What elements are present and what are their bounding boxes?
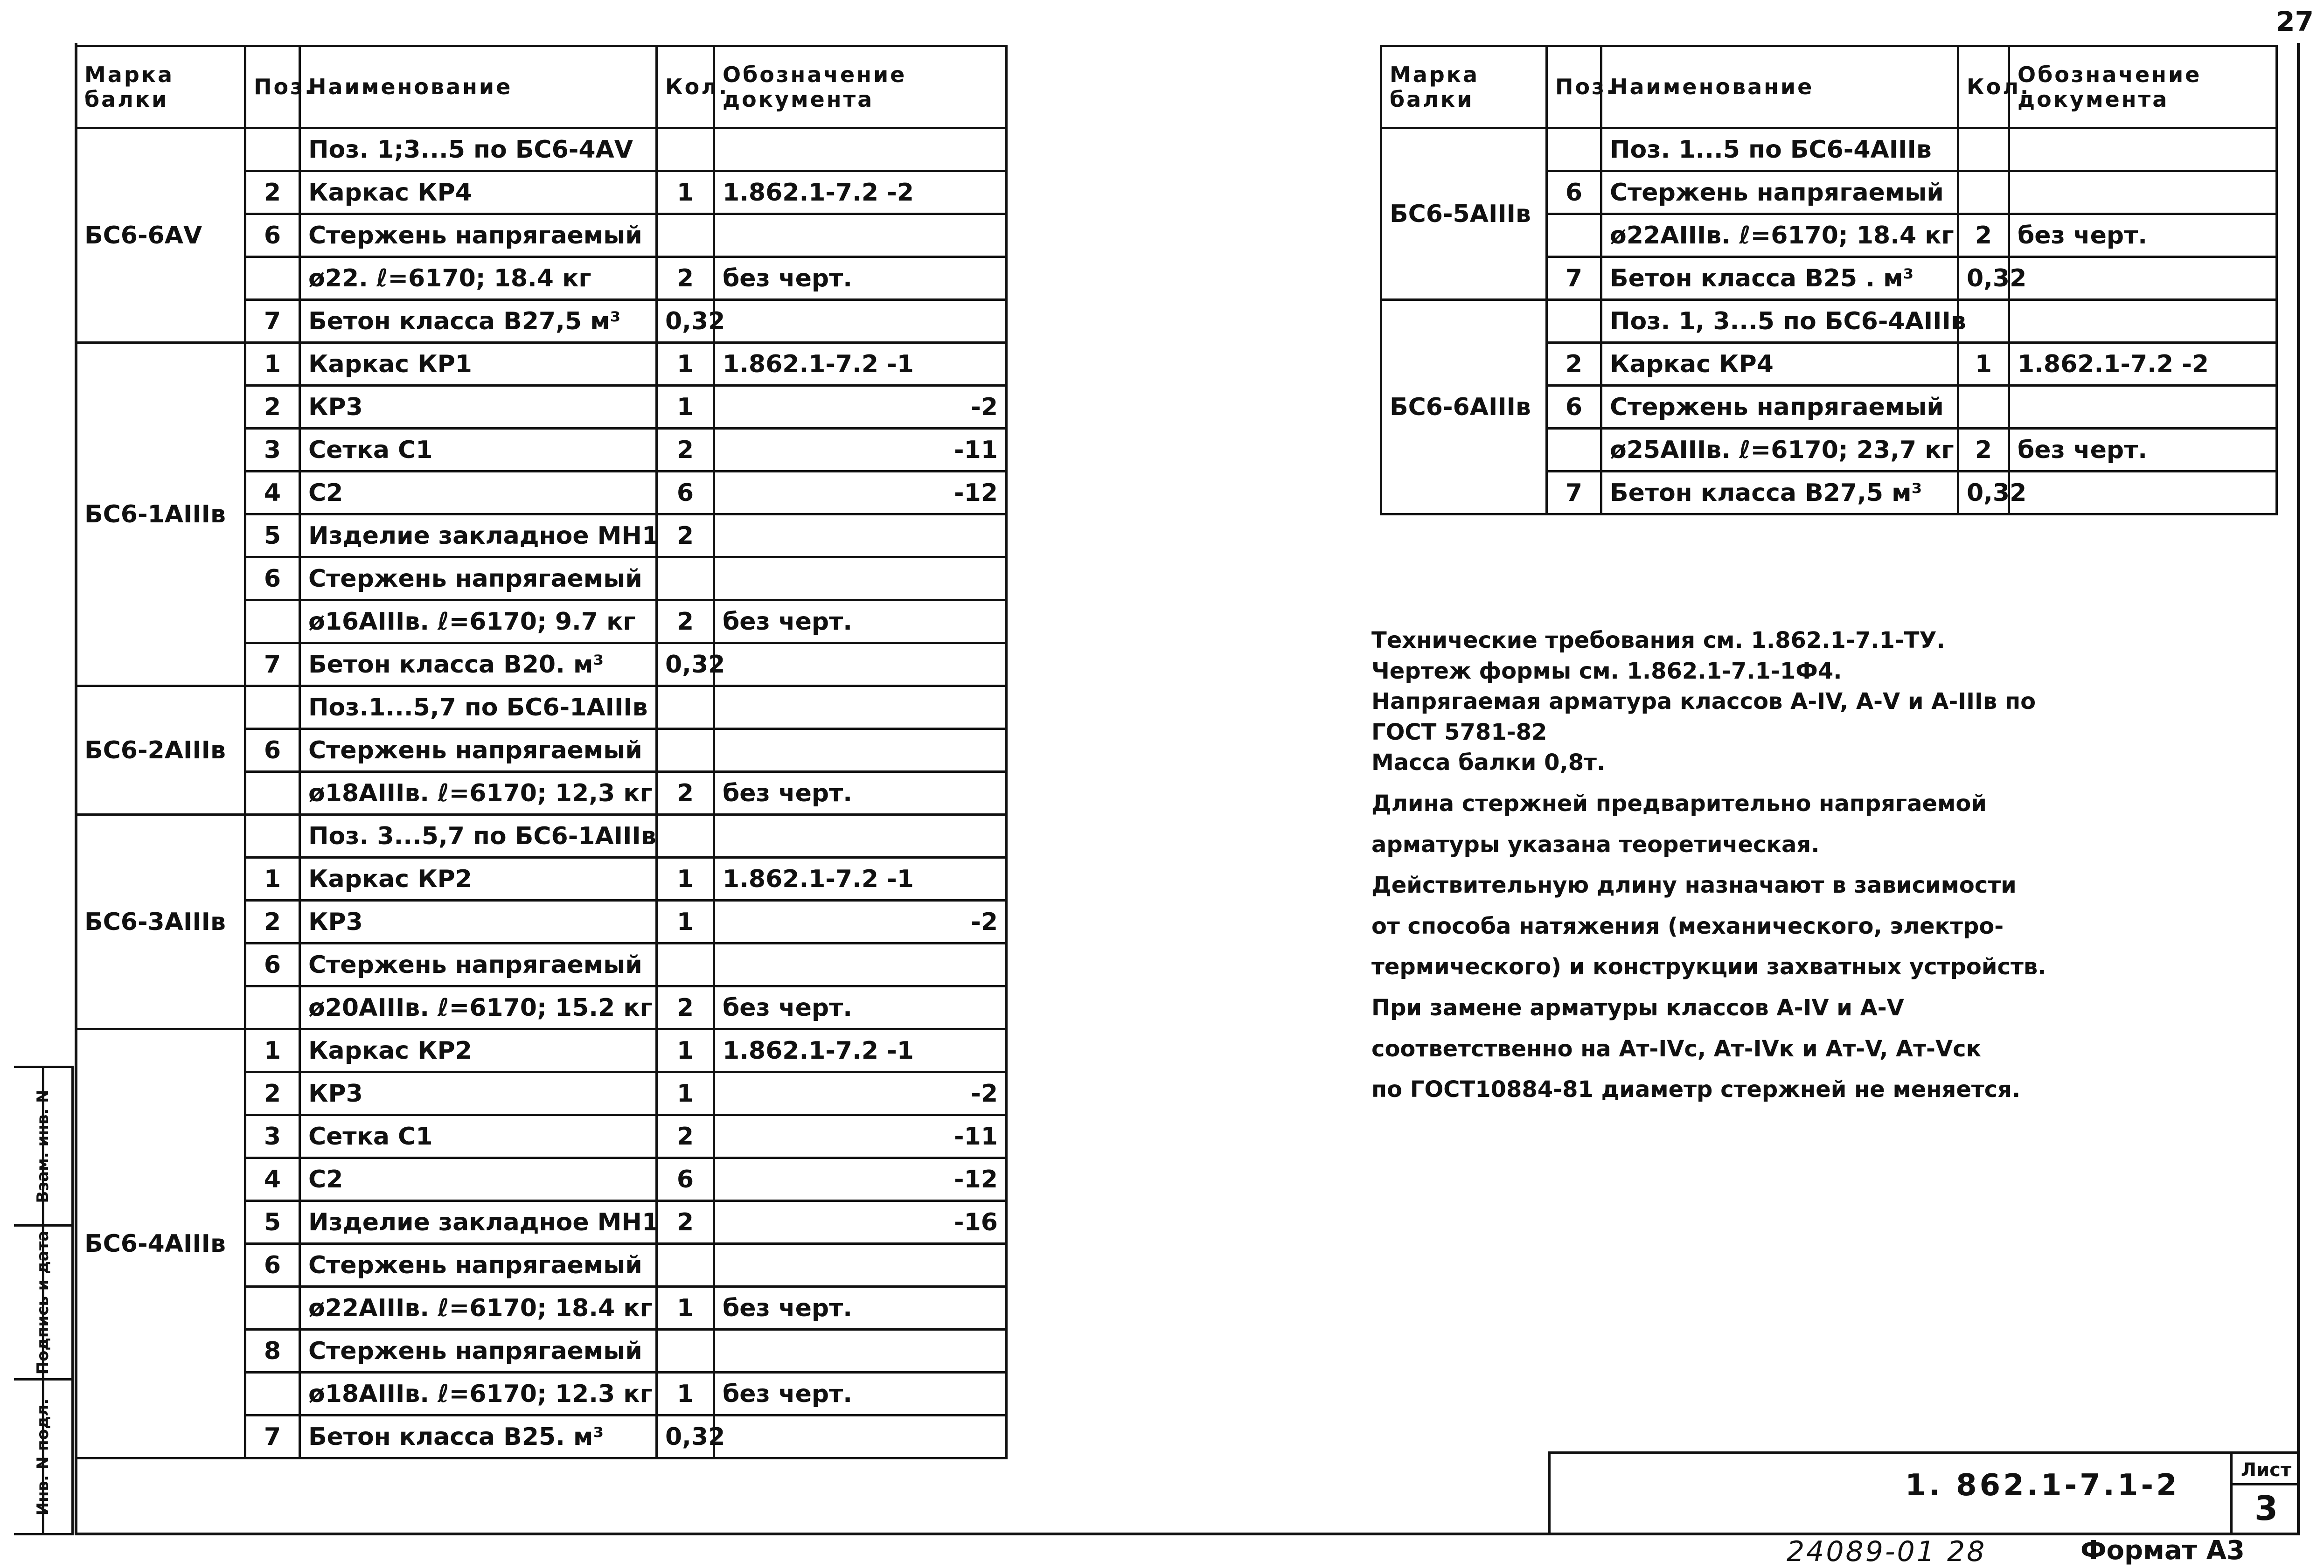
quantity-cell: 2 [1958, 214, 2009, 257]
stamp-label-inventory: Инв. N подл. [33, 1398, 52, 1515]
quantity-cell: 1 [657, 343, 714, 386]
table-row [1381, 128, 2277, 171]
table-row [76, 343, 1007, 386]
position-cell: 6 [1547, 171, 1601, 214]
position-cell [1547, 429, 1601, 472]
note-line: арматуры указана теоретическая. [1371, 831, 1820, 858]
name-cell: Стержень напрягаемый [300, 1330, 657, 1373]
document-cell [714, 686, 1007, 729]
name-cell: КР3 [300, 901, 657, 944]
note-line: Масса балки 0,8т. [1371, 749, 1606, 776]
right-spec-table [1380, 45, 2278, 515]
quantity-cell [657, 128, 714, 171]
quantity-cell: 6 [657, 1158, 714, 1201]
name-cell: ø18АIIIв. ℓ=6170; 12,3 кг [300, 772, 657, 815]
name-cell: Стержень напрягаемый [300, 1244, 657, 1287]
document-cell: 1.862.1-7.2 -2 [2009, 343, 2277, 386]
quantity-cell: 1 [657, 171, 714, 214]
position-cell: 7 [245, 643, 300, 686]
header-doc: Обозначение документа [2009, 46, 2277, 128]
name-cell: ø22. ℓ=6170; 18.4 кг [300, 257, 657, 300]
name-cell: Стержень напрягаемый [300, 944, 657, 986]
position-cell: 6 [245, 729, 300, 772]
document-cell: без черт. [714, 257, 1007, 300]
sheet-label: Лист [2233, 1457, 2300, 1485]
document-cell [714, 557, 1007, 600]
quantity-cell: 1 [657, 858, 714, 901]
document-cell [714, 128, 1007, 171]
quantity-cell: 2 [657, 772, 714, 815]
document-cell [714, 214, 1007, 257]
name-cell: Каркас КР1 [300, 343, 657, 386]
position-cell: 4 [245, 472, 300, 514]
position-cell: 6 [245, 1244, 300, 1287]
stamp-label-replaced: Взам. инв. N [33, 1089, 52, 1203]
note-line: Длина стержней предварительно напрягаемой [1371, 790, 1987, 817]
name-cell: ø25АIIIв. ℓ=6170; 23,7 кг [1601, 429, 1958, 472]
document-cell: -16 [714, 1201, 1007, 1244]
quantity-cell: 1 [657, 901, 714, 944]
stamp-cell-replaced [14, 1068, 71, 1227]
name-cell: Поз. 1, 3...5 по БС6-4АIIIв [1601, 300, 1958, 343]
quantity-cell: 2 [657, 257, 714, 300]
position-cell: 7 [1547, 472, 1601, 514]
document-cell [714, 514, 1007, 557]
document-cell [714, 300, 1007, 343]
position-cell: 1 [245, 858, 300, 901]
stamp-cell-inventory [14, 1381, 71, 1535]
document-cell: -12 [714, 1158, 1007, 1201]
name-cell: Каркас КР4 [300, 171, 657, 214]
position-cell [245, 772, 300, 815]
position-cell: 6 [245, 214, 300, 257]
document-cell: -2 [714, 386, 1007, 429]
name-cell: Бетон класса В27,5 м³ [1601, 472, 1958, 514]
note-line: Действительную длину назначают в зависимости [1371, 872, 2017, 899]
beam-mark: БС6-6АV [76, 128, 245, 343]
document-cell: 1.862.1-7.2 -1 [714, 1029, 1007, 1072]
document-cell: -2 [714, 1072, 1007, 1115]
note-line: При замене арматуры классов А-IV и А-V [1371, 994, 1904, 1021]
document-cell: без черт. [714, 600, 1007, 643]
quantity-cell [657, 1244, 714, 1287]
quantity-cell: 1 [1958, 343, 2009, 386]
name-cell: Поз.1...5,7 по БС6-1АIIIв [300, 686, 657, 729]
header-qty: Кол. [657, 46, 714, 128]
position-cell: 2 [245, 1072, 300, 1115]
quantity-cell [657, 686, 714, 729]
table-row [76, 128, 1007, 171]
header-mark: Марка балки [76, 46, 245, 128]
format-label: Формат А3 [2080, 1535, 2245, 1566]
table-row [76, 1029, 1007, 1072]
position-cell [245, 686, 300, 729]
position-cell [245, 986, 300, 1029]
document-cell: без черт. [714, 986, 1007, 1029]
position-cell [1547, 128, 1601, 171]
position-cell [245, 600, 300, 643]
quantity-cell: 2 [657, 1115, 714, 1158]
position-cell [1547, 214, 1601, 257]
document-cell [2009, 472, 2277, 514]
document-cell [2009, 257, 2277, 300]
page-number: 27 [2276, 6, 2314, 37]
document-cell: 1.862.1-7.2 -2 [714, 171, 1007, 214]
position-cell: 6 [245, 944, 300, 986]
document-cell [2009, 171, 2277, 214]
document-cell: 1.862.1-7.2 -1 [714, 343, 1007, 386]
document-cell [714, 1330, 1007, 1373]
header-pos: Поз. [1547, 46, 1601, 128]
name-cell: Изделие закладное МН1 [300, 1201, 657, 1244]
position-cell: 3 [245, 1115, 300, 1158]
document-cell: без черт. [2009, 429, 2277, 472]
side-stamp [14, 1066, 74, 1535]
technical-notes [1371, 627, 2281, 1117]
name-cell: Каркас КР2 [300, 1029, 657, 1072]
name-cell: Стержень напрягаемый [1601, 386, 1958, 429]
document-cell: 1.862.1-7.2 -1 [714, 858, 1007, 901]
beam-mark: БС6-4АIIIв [76, 1029, 245, 1458]
quantity-cell [657, 815, 714, 858]
beam-mark: БС6-2АIIIв [76, 686, 245, 815]
header-qty: Кол. [1958, 46, 2009, 128]
quantity-cell: 2 [657, 1201, 714, 1244]
name-cell: Изделие закладное МН1 [300, 514, 657, 557]
note-line: ГОСТ 5781-82 [1371, 719, 1547, 745]
name-cell: С2 [300, 472, 657, 514]
note-line: по ГОСТ10884-81 диаметр стержней не меняется. [1371, 1076, 2021, 1103]
name-cell: ø22АIIIв. ℓ=6170; 18.4 кг [300, 1287, 657, 1330]
name-cell: Стержень напрягаемый [300, 214, 657, 257]
table-row [76, 686, 1007, 729]
quantity-cell [657, 557, 714, 600]
name-cell: Бетон класса В25. м³ [300, 1415, 657, 1458]
header-doc: Обозначение документа [714, 46, 1007, 128]
position-cell [245, 257, 300, 300]
name-cell: Каркас КР2 [300, 858, 657, 901]
position-cell: 4 [245, 1158, 300, 1201]
stamp-label-signature: Подпись и дата [33, 1230, 52, 1374]
position-cell: 8 [245, 1330, 300, 1373]
document-cell [2009, 128, 2277, 171]
document-cell: -11 [714, 1115, 1007, 1158]
header-name: Наименование [1601, 46, 1958, 128]
title-block [1548, 1451, 2300, 1535]
position-cell [245, 1373, 300, 1415]
note-line: Напрягаемая арматура классов А-IV, А-V и А-IIIв по [1371, 688, 2036, 715]
position-cell: 2 [1547, 343, 1601, 386]
position-cell [245, 128, 300, 171]
document-cell [714, 1415, 1007, 1458]
position-cell: 7 [1547, 257, 1601, 300]
position-cell: 1 [245, 1029, 300, 1072]
name-cell: КР3 [300, 386, 657, 429]
name-cell: Бетон класса В25 . м³ [1601, 257, 1958, 300]
document-code: 1. 862.1-7.1-2 [1905, 1468, 2180, 1503]
position-cell: 2 [245, 386, 300, 429]
document-cell: без черт. [714, 772, 1007, 815]
position-cell: 7 [245, 1415, 300, 1458]
document-cell [714, 815, 1007, 858]
name-cell: Поз. 3...5,7 по БС6-1АIIIв [300, 815, 657, 858]
document-cell: без черт. [2009, 214, 2277, 257]
note-line: Технические требования см. 1.862.1-7.1-ТУ. [1371, 627, 1945, 653]
document-cell [714, 729, 1007, 772]
position-cell: 2 [245, 901, 300, 944]
quantity-cell [1958, 386, 2009, 429]
name-cell: Бетон класса В20. м³ [300, 643, 657, 686]
beam-mark: БС6-1АIIIв [76, 343, 245, 686]
quantity-cell [657, 214, 714, 257]
quantity-cell: 0,32 [657, 300, 714, 343]
table-row [76, 815, 1007, 858]
table-row [1381, 300, 2277, 343]
quantity-cell: 2 [1958, 429, 2009, 472]
position-cell: 3 [245, 429, 300, 472]
header-mark: Марка балки [1381, 46, 1547, 128]
document-cell: без черт. [714, 1373, 1007, 1415]
position-cell [1547, 300, 1601, 343]
quantity-cell [1958, 128, 2009, 171]
left-spec-table [75, 45, 1008, 1459]
beam-mark: БС6-6АIIIв [1381, 300, 1547, 514]
name-cell: Поз. 1...5 по БС6-4АIIIв [1601, 128, 1958, 171]
header-name: Наименование [300, 46, 657, 128]
quantity-cell: 2 [657, 429, 714, 472]
document-cell [2009, 300, 2277, 343]
position-cell: 5 [245, 1201, 300, 1244]
note-line: от способа натяжения (механического, электро- [1371, 913, 2004, 939]
name-cell: ø16АIIIв. ℓ=6170; 9.7 кг [300, 600, 657, 643]
name-cell: ø22АIIIв. ℓ=6170; 18.4 кг [1601, 214, 1958, 257]
document-cell [714, 643, 1007, 686]
position-cell [245, 815, 300, 858]
document-cell: -11 [714, 429, 1007, 472]
position-cell: 6 [245, 557, 300, 600]
quantity-cell [657, 944, 714, 986]
position-cell: 2 [245, 171, 300, 214]
name-cell: Стержень напрягаемый [300, 729, 657, 772]
quantity-cell: 0,32 [657, 643, 714, 686]
document-cell: -2 [714, 901, 1007, 944]
name-cell: ø20АIIIв. ℓ=6170; 15.2 кг [300, 986, 657, 1029]
quantity-cell: 1 [657, 386, 714, 429]
quantity-cell: 1 [657, 1287, 714, 1330]
beam-mark: БС6-3АIIIв [76, 815, 245, 1029]
beam-mark: БС6-5АIIIв [1381, 128, 1547, 300]
header-pos: Поз. [245, 46, 300, 128]
name-cell: КР3 [300, 1072, 657, 1115]
name-cell: ø18АIIIв. ℓ=6170; 12.3 кг [300, 1373, 657, 1415]
quantity-cell: 0,32 [657, 1415, 714, 1458]
quantity-cell [1958, 171, 2009, 214]
position-cell: 5 [245, 514, 300, 557]
position-cell [245, 1287, 300, 1330]
sheet-cell [2230, 1454, 2300, 1535]
document-cell: без черт. [714, 1287, 1007, 1330]
note-line: Чертеж формы см. 1.862.1-7.1-1Ф4. [1371, 658, 1842, 684]
name-cell: Поз. 1;3...5 по БС6-4АV [300, 128, 657, 171]
quantity-cell [657, 1330, 714, 1373]
quantity-cell: 2 [657, 600, 714, 643]
name-cell: Бетон класса В27,5 м³ [300, 300, 657, 343]
name-cell: С2 [300, 1158, 657, 1201]
name-cell: Сетка С1 [300, 1115, 657, 1158]
position-cell: 6 [1547, 386, 1601, 429]
quantity-cell: 0,32 [1958, 257, 2009, 300]
name-cell: Каркас КР4 [1601, 343, 1958, 386]
note-line: термического) и конструкции захватных устройств. [1371, 954, 2046, 980]
quantity-cell: 2 [657, 514, 714, 557]
quantity-cell: 6 [657, 472, 714, 514]
document-cell [2009, 386, 2277, 429]
inventory-number: 24089-01 28 [1787, 1535, 1987, 1568]
quantity-cell: 0,32 [1958, 472, 2009, 514]
document-cell [714, 1244, 1007, 1287]
note-line: соответственно на Ат-IVс, Ат-IVк и Ат-V, Ат-Vск [1371, 1035, 1982, 1062]
quantity-cell [657, 729, 714, 772]
quantity-cell: 2 [657, 986, 714, 1029]
name-cell: Стержень напрягаемый [1601, 171, 1958, 214]
document-cell [714, 944, 1007, 986]
document-cell: -12 [714, 472, 1007, 514]
quantity-cell: 1 [657, 1373, 714, 1415]
name-cell: Стержень напрягаемый [300, 557, 657, 600]
quantity-cell: 1 [657, 1072, 714, 1115]
quantity-cell: 1 [657, 1029, 714, 1072]
position-cell: 1 [245, 343, 300, 386]
sheet-number: 3 [2254, 1489, 2278, 1528]
stamp-cell-signature [14, 1227, 71, 1381]
position-cell: 7 [245, 300, 300, 343]
name-cell: Сетка С1 [300, 429, 657, 472]
